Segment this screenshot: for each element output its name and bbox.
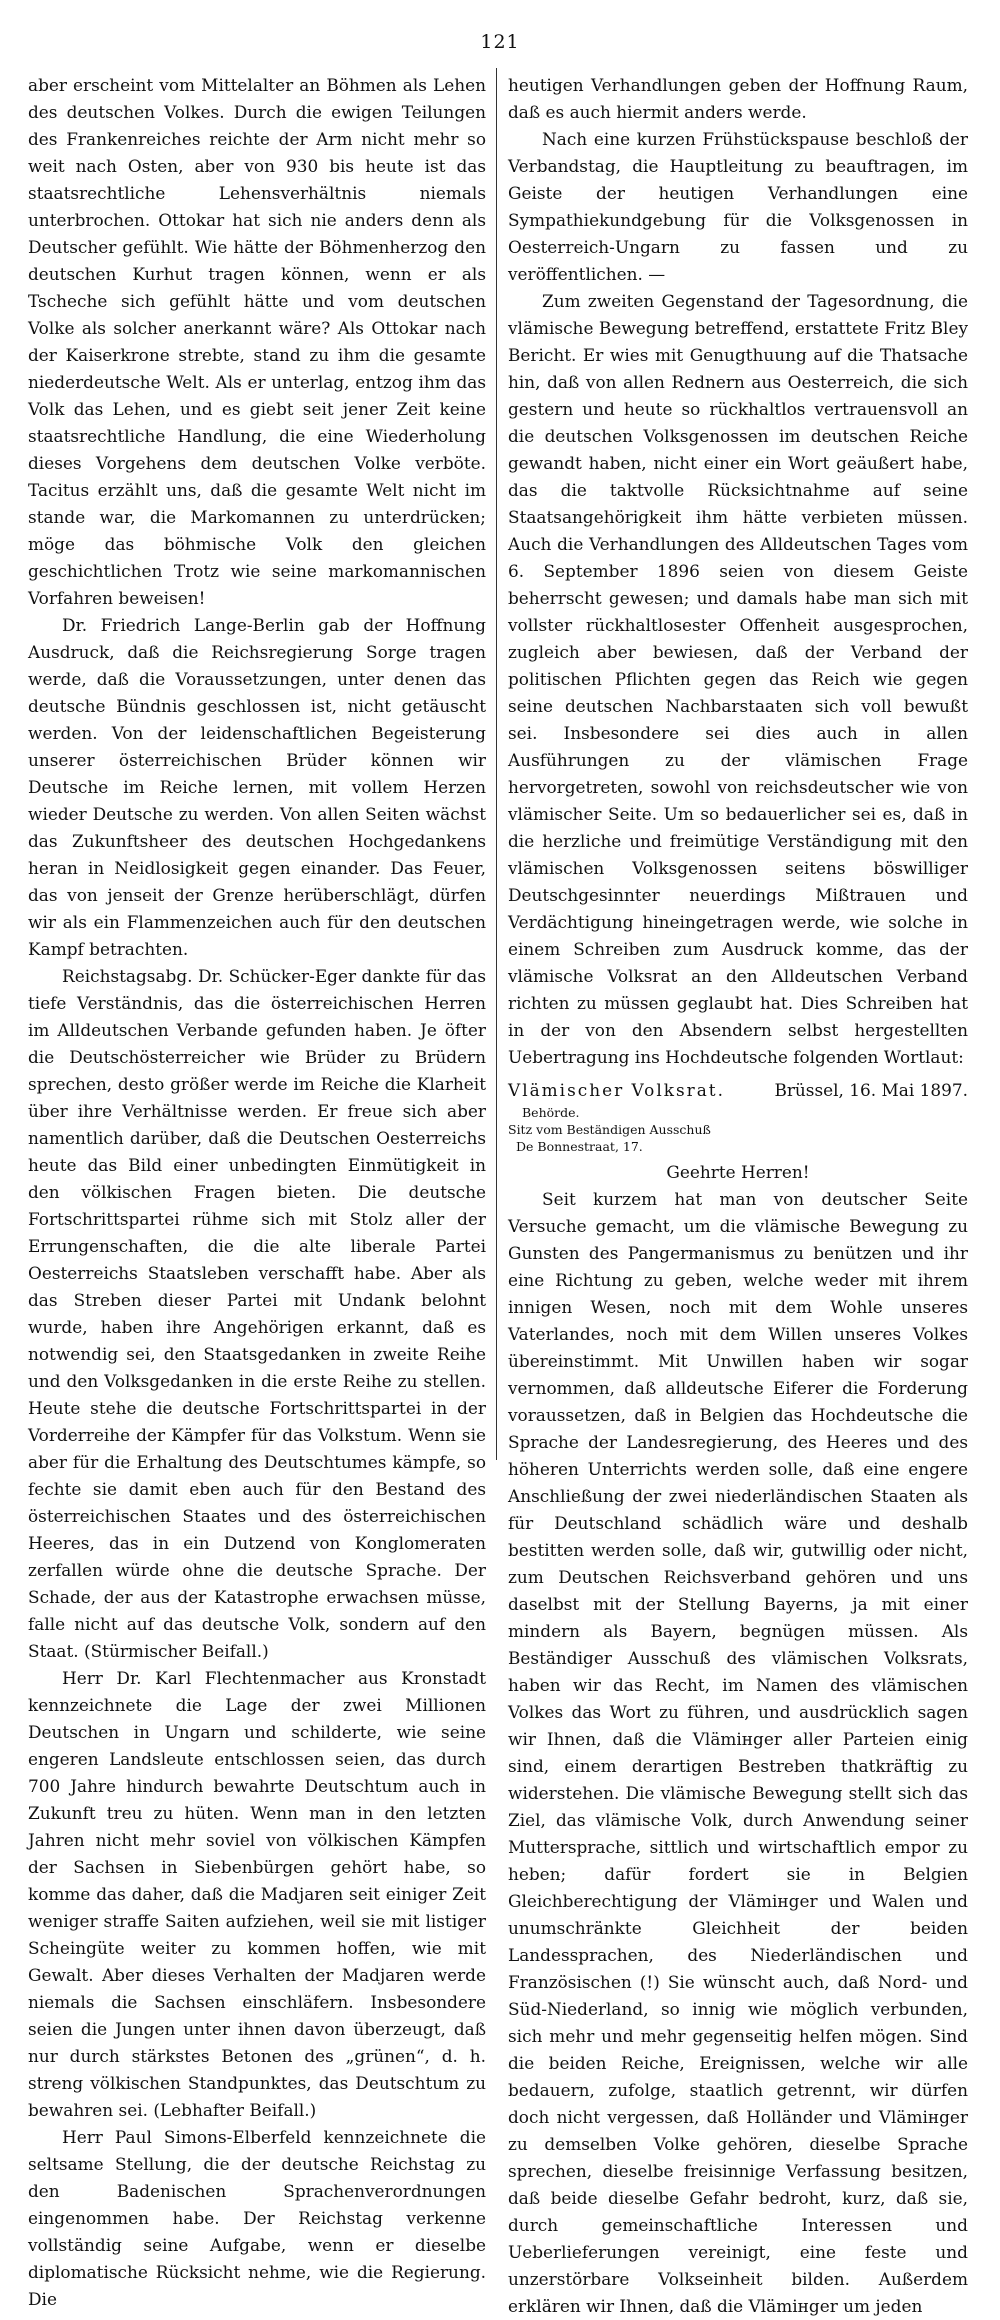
- letterhead: [508, 1077, 968, 1104]
- left-column: [28, 72, 486, 2309]
- paragraph-flechtenmacher: Herr Dr. Karl Flechtenmacher aus Kronstadt kennzeichnete die Lage der zwei Millionen Deutschen in Ungarn und schilderte, wie seine engeren Landsleute entschlossen seien, das durch 700 Jahre hindurch bewahrte Deutschtum auch in Zukunft treu zu hüten. Wenn man in den letzten Jahren nicht mehr soviel von völkischen Kämpfen der Sachsen in Siebenbürgen gehört habe, so komme das daher, daß die Madjaren seit einiger Zeit weniger straffe Saiten aufziehen, weil sie mit listiger Scheingüte weiter zu kommen hoffen, wie mit Gewalt. Aber dieses Verhalten der Madjaren werde niemals die Sachsen einschläfern. Insbesondere seien die Jungen unter ihnen davon überzeugt, daß nur durch stärkstes Betonen des „grünen“, d. h. streng völkischen Standpunktes, das Deutschtum zu bewahren sei. (Lebhafter Beifall.): [28, 1668, 486, 2120]
- letter-seat: Sitz vom Beständigen Ausschuß: [508, 1122, 711, 1137]
- page-number: 121: [480, 31, 520, 53]
- paragraph-simons: Herr Paul Simons-Elberfeld kennzeichnete die seltsame Stellung, die der deutsche Reichstag zu den Badenischen Sprachenverordnungen eingenommen habe. Der Reichstag verkenne vollständig seine Aufgabe, wenn er dieselbe diplomatische Rücksicht nehme, wie die Regierung. Die: [28, 2127, 486, 2309]
- right-column: [508, 72, 968, 2316]
- paragraph-lange: Dr. Friedrich Lange-Berlin gab der Hoffnung Ausdruck, daß die Reichsregierung Sorge tragen werde, daß die Voraussetzungen, unter denen das deutsche Bündnis geschlossen ist, nicht getäuscht werden. Von der leidenschaftlichen Begeisterung unserer österreichischen Brüder können wir Deutsche im Reiche lernen, mit vollem Herzen wieder Deutsche zu werden. Von allen Seiten wächst das Zukunftsheer des deutschen Hochgedankens heran in Neidlosigkeit gegen einander. Das Feuer, das von jenseit der Grenze herüberschlägt, dürfen wir als ein Flammenzeichen auch für den deutschen Kampf betrachten.: [28, 615, 486, 959]
- paragraph-schuecker: Reichstagsabg. Dr. Schücker-Eger dankte für das tiefe Verständnis, das die österreichischen Herren im Alldeutschen Verbande gefunden haben. Je öfter die Deutschösterreicher wie Brüder zu Brüdern sprechen, desto größer werde im Reiche die Klarheit über ihre Verhältnisse werden. Er freue sich aber namentlich darüber, daß die Deutschen Oesterreichs heute das Bild einer unbedingten Einmütigkeit in den völkischen Fragen bieten. Die deutsche Fortschrittspartei rühme sich mit Stolz aller der Errungenschaften, die die alte liberale Partei Oesterreichs Staatsleben verschafft habe. Aber als das Streben dieser Partei mit Undank belohnt wurde, haben ihre Angehörigen erkannt, daß es notwendig sei, den Staatsgedanken in zweite Reihe und den Volksgedanken in die erste Reihe zu stellen. Heute stehe die deutsche Fortschrittspartei in der Vorderreihe der Kämpfer für das Volkstum. Wenn sie aber für die Erhaltung des Deutschtumes kämpfe, so fechte sie damit eben auch für den Bestand des österreichischen Staates und des österreichischen Heeres, das in ein Dutzend von Konglomeraten zerfallen würde ohne die deutsche Sprache. Der Schade, der aus der Katastrophe erwachsen müsse, falle nicht auf das deutsche Volk, sondern auf den Staat. (Stürmischer Beifall.): [28, 966, 486, 1661]
- letter-body: Seit kurzem hat man von deutscher Seite Versuche gemacht, um die vlämische Bewegung zu Gunsten des Pangermanismus zu benützen und ihr eine Richtung zu geben, welche weder mit ihrem innigen Wesen, noch mit dem Wohle unseres Vaterlandes, noch mit dem Willen unseres Volkes übereinstimmt. Mit Unwillen haben wir sogar vernommen, daß alldeutsche Eiferer die Forderung voraussetzen, daß in Belgien das Hochdeutsche die Sprache der Landesregierung, des Heeres und des höheren Unterrichts werden solle, daß eine engere Anschließung der zwei niederländischen Staaten als für Deutschland schädlich wäre und deshalb bestitten werden solle, daß wir, gutwillig oder nicht, zum Deutschen Reichsverband gehören und uns daselbst mit der Stellung Bayerns, ja mit einer mindern als Bayern, begnügen müssen. Als Beständiger Ausschuß des vlämischen Volksrats, haben wir das Recht, im Namen des vlämischen Volkes das Wort zu führen, und ausdrücklich sagen wir Ihnen, daß die Vlämінger aller Parteien einig sind, einem derartigen Bestreben thatkräftig zu widerstehen. Die vlämische Bewegung stellt sich das Ziel, das vlämische Volk, durch Anwendung seiner Muttersprache, sittlich und wirtschaftlich empor zu heben; dafür fordert sie in Belgien Gleichberechtigung der Vlämінger und Walen und unumschränkte Gleichheit der beiden Landessprachen, des Niederländischen und Französischen (!) Sie wünscht auch, daß Nord- und Süd-Niederland, so innig wie möglich verbunden, sich mehr und mehr gegenseitig helfen mögen. Sind die beiden Reiche, Ereignissen, welche wir alle bedauern, zufolge, staatlich getrennt, wir dürfen doch nicht vergessen, daß Holländer und Vlämінger zu demselben Volke gehören, dieselbe Sprache sprechen, dieselbe freisinnige Verfassung besitzen, daß beide dieselbe Gefahr bedroht, kurz, daß sie, durch gemeinschaftliche Interessen und Ueberlieferungen vereinigt, eine feste und unzerstörbare Volkseinheit bilden. Außerdem erklären wir Ihnen, daß die Vlämінger um jeden: [508, 1189, 968, 2316]
- letter-address: De Bonnestraat, 17.: [516, 1139, 643, 1154]
- letter-salutation: Geehrte Herren!: [666, 1162, 810, 1182]
- letter-place-date: Brüssel, 16. Mai 1897.: [774, 1080, 968, 1100]
- paragraph-bohemia: aber erscheint vom Mittelalter an Böhmen als Lehen des deutschen Volkes. Durch die ewigen Teilungen des Frankenreiches reichte der Arm nicht mehr so weit nach Osten, aber von 930 bis heute ist das staatsrechtliche Lehensverhältnis niemals unterbrochen. Ottokar hat sich nie anders denn als Deutscher gefühlt. Wie hätte der Böhmenherzog den deutschen Kurhut tragen können, wenn er als Tscheche sich gefühlt hätte und vom deutschen Volke als solcher anerkannt wäre? Als Ottokar nach der Kaiserkrone strebte, stand zu ihm die gesamte niederdeutsche Welt. Als er unterlag, entzog ihm das Volk das Lehen, und es giebt seit jener Zeit keine staatsrechtliche Handlung, die eine Wiederholung dieses Vorgehens dem deutschen Volke verböte. Tacitus erzählt uns, daß die gesamte Welt nicht im stande war, die Markomannen zu unterdrücken; möge das böhmische Volk den gleichen geschichtlichen Trotz wie seine markomannischen Vorfahren beweisen!: [28, 75, 486, 608]
- column-divider: [496, 68, 497, 1460]
- letter-authority: Behörde.: [522, 1105, 580, 1120]
- paragraph-bley: Zum zweiten Gegenstand der Tagesordnung, die vlämische Bewegung betreffend, erstattete Fritz Bley Bericht. Er wies mit Genugthuung auf die Thatsache hin, daß von allen Rednern aus Oesterreich, die sich gestern und heute so rückhaltlos vertrauensvoll an die deutschen Volksgenossen im deutschen Reiche gewandt haben, nicht einer ein Wort geäußert habe, das die taktvolle Rücksichtnahme auf seine Staatsangehörigkeit ihm hätte verbieten müssen. Auch die Verhandlungen des Alldeutschen Tages vom 6. September 1896 seien von diesem Geiste beherrscht gewesen; und damals habe man sich mit vollster rückhaltlosester Offenheit ausgesprochen, zugleich aber bewiesen, daß der Verband der politischen Pflichten gegen das Reich wie gegen seine deutschen Nachbarstaaten sich voll bewußt sei. Insbesondere sei dies auch in allen Ausführungen zu der vlämischen Frage hervorgetreten, sowohl von reichsdeutscher wie von vlämischer Seite. Um so bedauerlicher sei es, daß in die herzliche und freimütige Verständigung mit den vlämischen Volksgenossen seitens böswilliger Deutschgesinnter neuerdings Mißtrauen und Verdächtigung hineingetragen werde, wie solche in einem Schreiben zum Ausdruck komme, das der vlämische Volksrat an den Alldeutschen Verband richten zu müssen geglaubt hat. Dies Schreiben hat in der von den Absendern selbst hergestellten Uebertragung ins Hochdeutsche folgenden Wortlaut:: [508, 291, 968, 1067]
- paragraph-continuation: heutigen Verhandlungen geben der Hoffnung Raum, daß es auch hiermit anders werde.: [508, 75, 968, 122]
- letter-sender: Vlämischer Volksrat.: [508, 1080, 725, 1100]
- paragraph-breakfast: Nach eine kurzen Frühstückspause beschloß der Verbandstag, die Hauptleitung zu beauftragen, im Geiste der heutigen Verhandlungen eine Sympathiekundgebung für die Volksgenossen in Oesterreich-Ungarn zu fassen und zu veröffentlichen. —: [508, 129, 968, 284]
